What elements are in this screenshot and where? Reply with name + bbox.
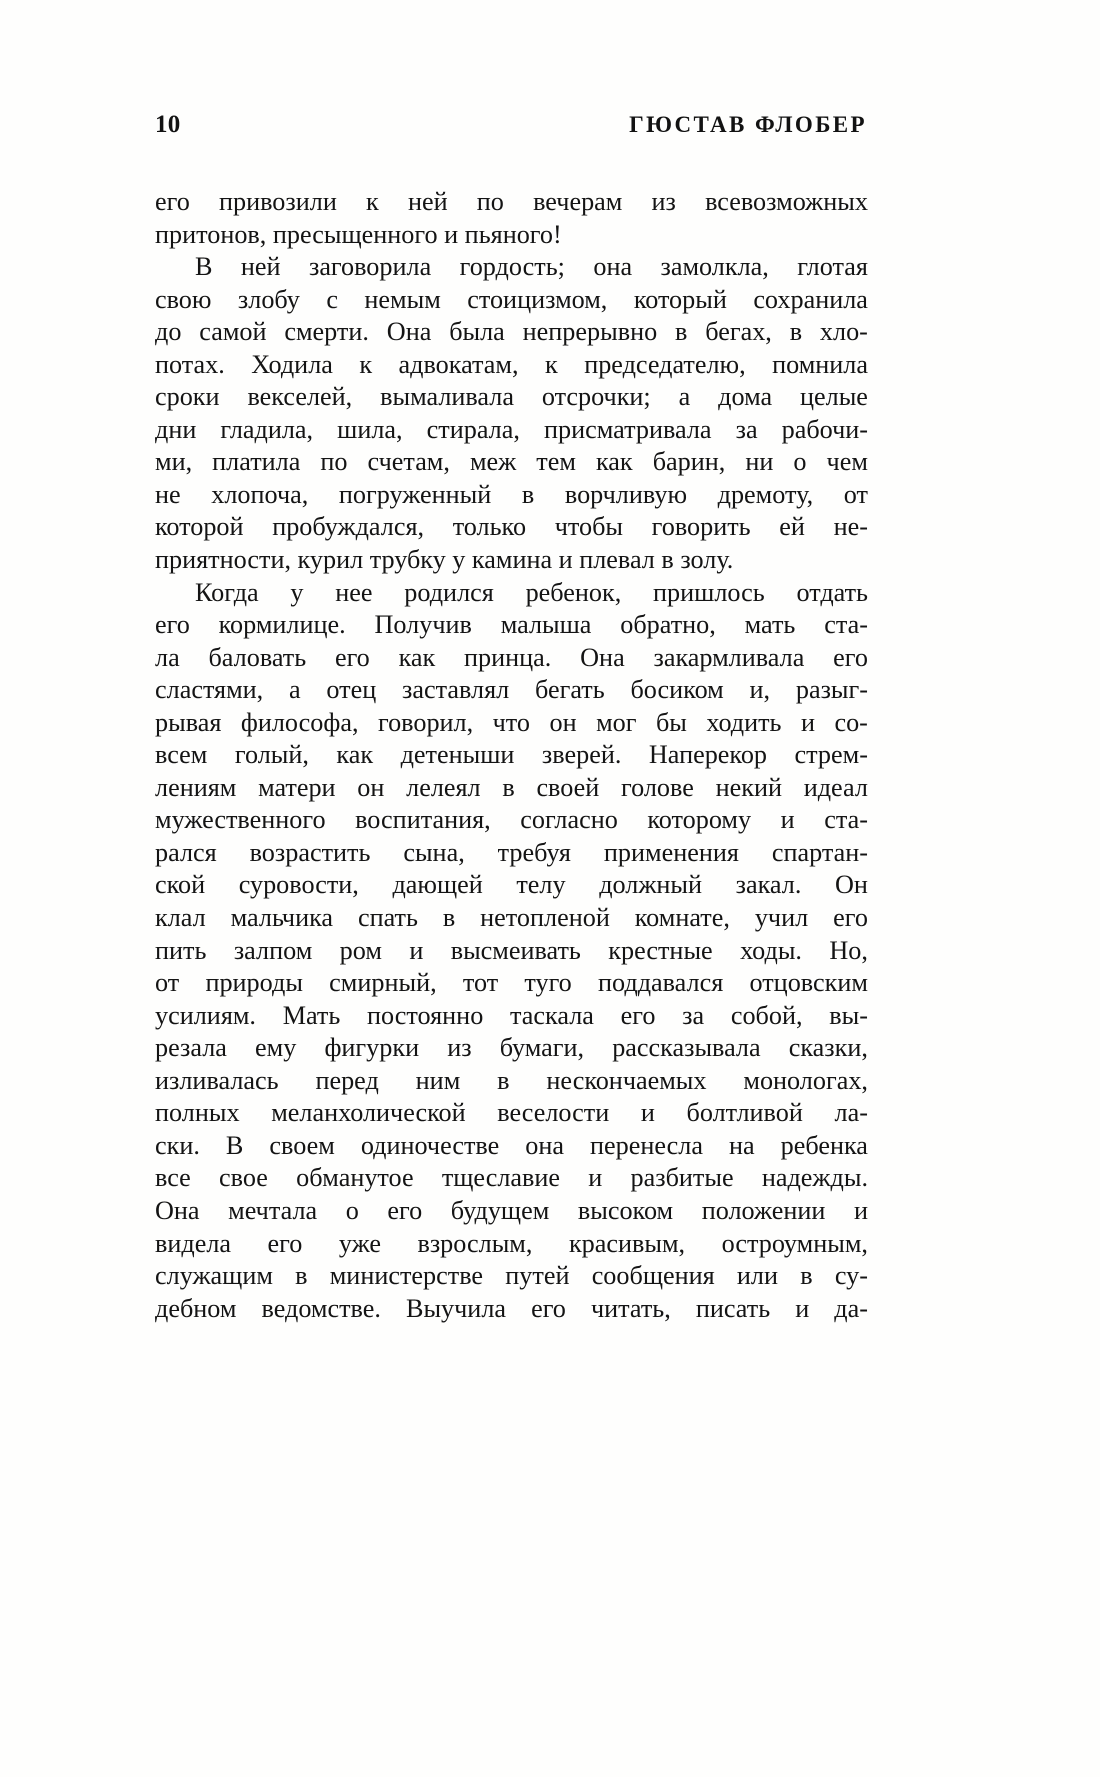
text-word: суровости, [238, 870, 359, 900]
text-word: от [843, 479, 868, 509]
text-word: собой, [730, 1000, 803, 1030]
text-word: нее [335, 577, 373, 607]
text-word: рался [155, 837, 217, 867]
text-word: Он [835, 870, 868, 900]
text-word: надежды. [761, 1163, 868, 1193]
text-word: всевозможных [705, 187, 868, 216]
text-line: приятности, курил трубку у камина и плевал в золу. [155, 545, 734, 575]
text-line [155, 1195, 868, 1228]
text-line [155, 511, 868, 544]
text-word: стоицизмом, [467, 284, 608, 314]
text-line [155, 804, 868, 837]
text-line [155, 967, 868, 1000]
text-line [155, 902, 868, 935]
text-word: смерти. [284, 317, 369, 347]
text-word: и [780, 805, 795, 835]
text-word: своем [269, 1130, 335, 1160]
text-line [155, 935, 868, 968]
text-word: тщеславие [441, 1163, 561, 1193]
text-word: Получив [374, 610, 472, 640]
text-line [155, 414, 868, 447]
text-word: заговорила [308, 252, 432, 282]
running-head [155, 112, 867, 137]
text-line [155, 772, 868, 805]
text-word: ходить [706, 707, 782, 737]
text-word: которому [647, 805, 752, 835]
text-word: его [334, 642, 370, 672]
text-word: воспитания, [355, 805, 491, 835]
text-word: как [336, 740, 374, 770]
text-word: учил [754, 903, 809, 933]
text-word: погруженный [338, 479, 492, 509]
text-word: взрослым, [417, 1228, 533, 1258]
text-word: болтливой [686, 1098, 803, 1128]
text-word: крестные [608, 935, 713, 965]
text-word: пить [155, 935, 207, 965]
text-word: Она [155, 1195, 200, 1225]
text-line [155, 316, 868, 349]
text-word: со- [834, 707, 868, 737]
text-word: туго [524, 968, 572, 998]
text-word: обманутое [296, 1163, 414, 1193]
text-word: малыша [500, 610, 592, 640]
text-word: служащим [155, 1261, 273, 1291]
text-word: видела [155, 1228, 232, 1258]
text-word: в [295, 1261, 308, 1291]
text-line [155, 1260, 868, 1293]
text-line: притонов, пресыщенного и пьяного! [155, 219, 562, 249]
text-word: тем [536, 447, 576, 477]
text-word: о [793, 447, 807, 477]
text-word: меж [469, 447, 517, 477]
text-word: да- [834, 1293, 868, 1323]
text-word: су- [834, 1261, 868, 1291]
text-word: его [833, 903, 868, 933]
text-word: рабочи- [781, 414, 868, 444]
text-word: смирный, [329, 968, 437, 998]
text-word: все [155, 1163, 191, 1193]
text-word: его [387, 1195, 423, 1225]
text-word: мечтала [228, 1195, 318, 1225]
text-word: кормилице. [218, 610, 346, 640]
text-word: закармливала [653, 642, 805, 672]
text-word: баловать [208, 642, 307, 672]
text-word: бегах, [705, 317, 772, 347]
text-word: отдать [796, 577, 868, 607]
text-word: и [853, 1195, 868, 1225]
text-word: ребенка [780, 1130, 868, 1160]
text-word: ла- [834, 1098, 868, 1128]
text-line [155, 284, 868, 317]
text-word: он [549, 707, 577, 737]
page-number: 10 [155, 111, 181, 138]
text-word: лелеял [406, 772, 481, 802]
text-word: зверей. [541, 740, 622, 770]
text-word: хлопоча, [211, 479, 309, 509]
text-word: не- [833, 512, 868, 542]
text-word: комнате, [634, 903, 730, 933]
text-word: возрастить [249, 837, 371, 867]
text-word: она [525, 1130, 565, 1160]
text-word: бумаги, [499, 1033, 585, 1063]
text-word: некий [715, 772, 782, 802]
text-word: злобу [237, 284, 300, 314]
text-word: ним [415, 1065, 461, 1095]
text-word: ведомстве. [261, 1293, 381, 1323]
text-word: мать [744, 610, 796, 640]
text-word: свою [155, 284, 212, 314]
text-word: спать [357, 903, 418, 933]
text-word: в [800, 1261, 813, 1291]
text-word: стирала, [426, 414, 520, 444]
text-word: счетам, [367, 447, 450, 477]
text-word: гладила, [220, 414, 314, 444]
text-word: его [531, 1293, 566, 1323]
text-word: голый, [234, 740, 309, 770]
text-line [155, 739, 868, 772]
text-word: чтобы [554, 512, 624, 542]
text-word: В [195, 252, 213, 282]
text-line [155, 642, 868, 675]
text-word: тот [462, 968, 499, 998]
text-word: фигурки [324, 1033, 420, 1063]
text-word: нескончаемых [546, 1065, 707, 1095]
text-word: ми, [155, 447, 193, 477]
text-word: или [736, 1261, 779, 1291]
text-word: ему [255, 1033, 297, 1063]
text-line [155, 1032, 868, 1065]
text-word: ром [339, 935, 382, 965]
text-word: только [452, 512, 527, 542]
text-word: спартан- [771, 837, 868, 867]
text-word: которой [155, 512, 244, 542]
text-word: мог [596, 707, 637, 737]
text-word: своей [536, 772, 600, 802]
text-word: заставлял [402, 675, 510, 705]
text-word: требуя [497, 837, 571, 867]
text-line [155, 837, 868, 870]
running-head-author: ГЮСТАВ ФЛОБЕР [629, 112, 867, 137]
text-word: детеныши [400, 740, 515, 770]
text-word: платила [212, 447, 301, 477]
text-word: Она [386, 317, 432, 347]
text-word: дремоту, [717, 479, 814, 509]
text-word: помнила [772, 349, 868, 379]
text-word: ней [240, 252, 281, 282]
text-word: Но, [829, 935, 868, 965]
text-word: всем [155, 740, 208, 770]
text-word: поддавался [598, 968, 724, 998]
text-line [155, 1000, 868, 1033]
text-word: таскала [510, 1000, 594, 1030]
text-word: читать, [590, 1293, 671, 1323]
text-word: в [675, 317, 688, 347]
text-word: немым [364, 284, 441, 314]
text-line [155, 674, 868, 707]
text-word: дебном [155, 1293, 237, 1323]
text-word: говорить [651, 512, 751, 542]
text-word: ходы. [740, 935, 802, 965]
text-line [155, 446, 868, 479]
text-word: за [735, 414, 758, 444]
text-word: с [326, 284, 338, 314]
text-word: перенесла [590, 1130, 703, 1160]
text-word: к [359, 349, 373, 379]
text-word: вы- [829, 1000, 868, 1030]
text-word: а [289, 675, 301, 705]
text-word: ней [407, 187, 448, 216]
text-word: бегать [535, 675, 605, 705]
text-word: и [409, 935, 424, 965]
text-word: закал. [735, 870, 802, 900]
text-word: его [155, 610, 190, 640]
text-word: будущем [450, 1195, 550, 1225]
text-word: уже [338, 1228, 381, 1258]
text-word: дома [718, 382, 773, 412]
text-line [155, 186, 868, 219]
text-word: в [502, 772, 515, 802]
text-word: как [595, 447, 633, 477]
text-word: путей [505, 1261, 570, 1291]
text-word: ста- [824, 610, 868, 640]
text-word: его [155, 187, 190, 216]
text-word: его [620, 1000, 656, 1030]
text-word: не [155, 479, 181, 509]
text-word: ской [155, 870, 206, 900]
text-word: и [800, 707, 815, 737]
text-word: отцовским [749, 968, 868, 998]
text-word: потах. [155, 349, 225, 379]
text-line [155, 1065, 868, 1098]
text-word: адвокатам, [398, 349, 519, 379]
text-word: пробуждался, [272, 512, 425, 542]
text-line [155, 1228, 868, 1261]
text-word: о [345, 1195, 359, 1225]
text-word: высмеивать [450, 935, 581, 965]
text-word: дающей [392, 870, 483, 900]
text-word: обратно, [620, 610, 716, 640]
text-word: в [442, 903, 456, 933]
text-word: изливалась [155, 1065, 279, 1095]
text-word: нетопленой [480, 903, 610, 933]
text-word: разбитые [630, 1163, 734, 1193]
text-word: принца. [464, 642, 552, 672]
text-word: согласно [520, 805, 618, 835]
text-word: лениям [155, 772, 237, 802]
text-word: философа, [240, 707, 359, 737]
text-line [155, 577, 868, 610]
text-word: который [633, 284, 727, 314]
text-line [155, 479, 868, 512]
text-word: непрерывно [522, 317, 658, 347]
text-word: а [678, 382, 691, 412]
text-word: красивым, [568, 1228, 686, 1258]
text-word: матери [258, 772, 336, 802]
text-word: остроумным, [721, 1228, 868, 1258]
text-word: самой [199, 317, 267, 347]
text-line [155, 381, 868, 414]
text-word: привозили [219, 187, 337, 216]
text-word: барин, [652, 447, 726, 477]
text-word: замолкла, [660, 252, 769, 282]
text-word: в [521, 479, 535, 509]
text-word: клал [155, 903, 206, 933]
text-word: сказки, [788, 1033, 868, 1063]
text-word: Мать [282, 1000, 341, 1030]
text-word: идеал [803, 772, 868, 802]
text-word: и [795, 1293, 810, 1323]
text-word: сохранила [753, 284, 868, 314]
text-word: писать [695, 1293, 771, 1323]
text-word: постоянно [367, 1000, 484, 1030]
text-word: применения [603, 837, 739, 867]
text-word: по [320, 447, 348, 477]
text-word: до [155, 317, 182, 347]
text-word: одиночестве [360, 1130, 500, 1160]
text-word: бы [655, 707, 687, 737]
text-word: была [449, 317, 505, 347]
text-word: векселей, [247, 382, 353, 412]
text-word: ребенок, [525, 577, 622, 607]
text-word: рассказывала [612, 1033, 761, 1063]
text-word: от [155, 968, 180, 998]
text-word: босиком [630, 675, 724, 705]
text-word: мальчика [230, 903, 334, 933]
text-word: глотая [797, 252, 868, 282]
text-word: на [728, 1130, 755, 1160]
text-word: она [593, 252, 633, 282]
text-word: вечерам [533, 187, 623, 216]
text-word: председателю, [584, 349, 746, 379]
text-word: ворчливую [564, 479, 688, 509]
text-word: высоком [577, 1195, 674, 1225]
text-word: Выучила [405, 1293, 507, 1323]
text-word: полных [155, 1098, 240, 1128]
text-word: природы [205, 968, 303, 998]
text-word: положении [701, 1195, 826, 1225]
text-word: ла [155, 642, 180, 672]
text-word: министерстве [329, 1261, 484, 1291]
text-word: из [651, 187, 676, 216]
text-word: голове [621, 772, 694, 802]
text-line [155, 1162, 868, 1195]
text-word: его [267, 1228, 303, 1258]
text-line [155, 1097, 868, 1130]
text-word: целые [800, 382, 868, 412]
text-word: к [545, 349, 558, 379]
text-word: перед [315, 1065, 379, 1095]
text-word: и [588, 1163, 603, 1193]
text-word: усилиям. [155, 1000, 256, 1030]
text-word: рывая [155, 707, 222, 737]
text-word: по [476, 187, 504, 216]
body-text [155, 186, 868, 1325]
text-word: разыг- [795, 675, 868, 705]
text-word: и, [749, 675, 771, 705]
text-word: вымаливала [380, 382, 514, 412]
text-word: сообщения [591, 1261, 715, 1291]
text-word: хло- [819, 317, 868, 347]
text-word: у [290, 577, 304, 607]
text-word: родился [404, 577, 494, 607]
text-word: Она [580, 642, 625, 672]
text-word: он [357, 772, 385, 802]
text-word: отец [326, 675, 377, 705]
text-line [155, 609, 868, 642]
text-line [155, 251, 868, 284]
text-line [155, 707, 868, 740]
text-word: в [789, 317, 803, 347]
text-word: гордость; [459, 252, 565, 282]
text-word: чем [826, 447, 868, 477]
text-word: пришлось [653, 577, 765, 607]
text-word: его [833, 642, 868, 672]
text-line [155, 1130, 868, 1163]
text-word: ни [745, 447, 774, 477]
text-word: веселости [497, 1098, 610, 1128]
text-word: сластями, [155, 675, 264, 705]
text-word: стрем- [794, 740, 868, 770]
text-word: и [640, 1098, 655, 1128]
text-word: свое [219, 1163, 268, 1193]
text-word: как [398, 642, 436, 672]
text-word: мужественного [155, 805, 326, 835]
text-word: говорил, [377, 707, 474, 737]
text-word: присматривала [544, 414, 712, 444]
text-word: отсрочки; [541, 382, 651, 412]
text-word: ски. [155, 1130, 200, 1160]
text-word: дни [155, 414, 197, 444]
text-word: из [447, 1033, 472, 1063]
text-word: Наперекор [648, 740, 768, 770]
text-word: Когда [195, 577, 259, 607]
text-word: ей [779, 512, 805, 542]
text-word: должный [599, 870, 703, 900]
text-word: в [497, 1065, 510, 1095]
text-word: сроки [155, 382, 220, 412]
text-word: В [225, 1130, 244, 1160]
text-word: ста- [824, 805, 868, 835]
text-line [155, 349, 868, 382]
text-word: к [366, 187, 379, 216]
text-word: за [682, 1000, 705, 1030]
text-word: резала [155, 1033, 227, 1063]
text-word: меланхолической [271, 1098, 466, 1128]
text-word: монологах, [743, 1065, 868, 1095]
text-word: Ходила [251, 349, 333, 379]
text-line [155, 869, 868, 902]
text-word: что [492, 707, 531, 737]
text-line [155, 1293, 868, 1326]
text-word: шила, [337, 414, 403, 444]
text-word: телу [516, 870, 566, 900]
text-word: сына, [403, 837, 465, 867]
text-word: залпом [233, 935, 313, 965]
